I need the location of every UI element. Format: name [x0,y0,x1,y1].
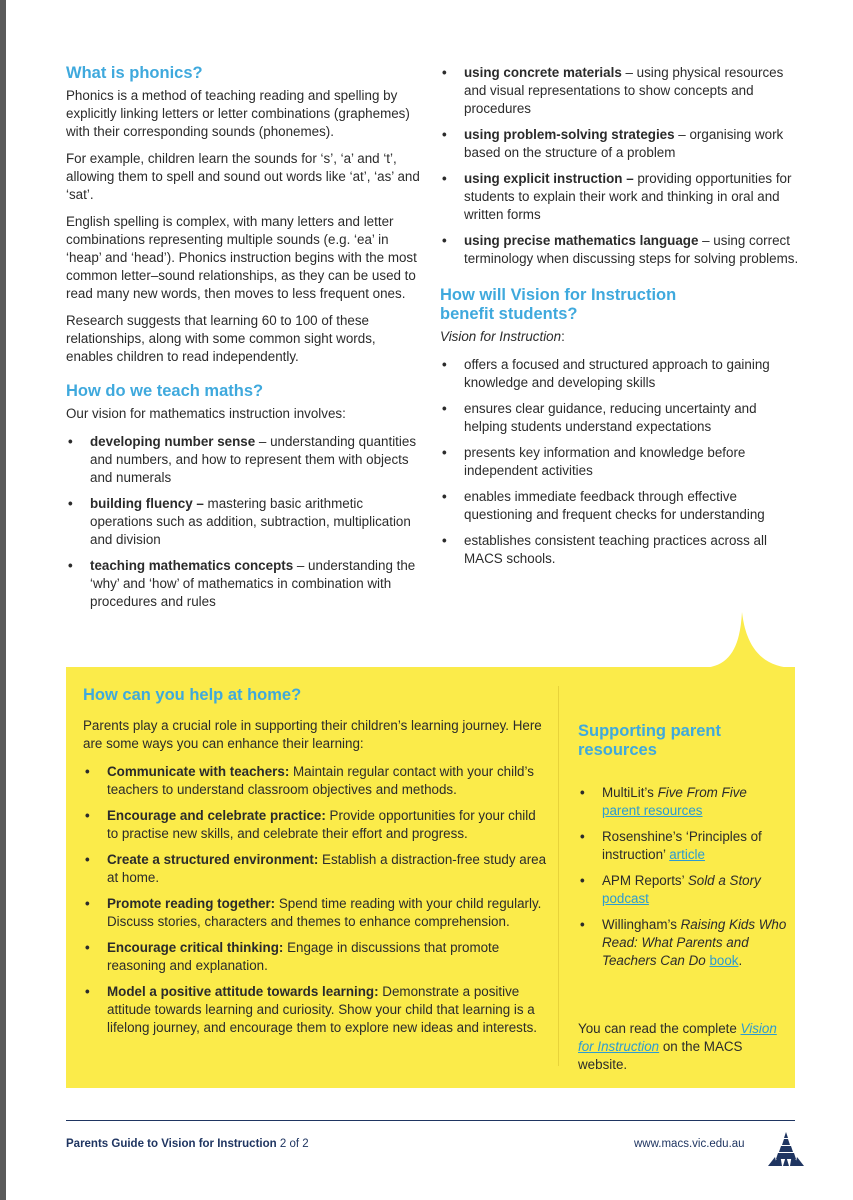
macs-logo-icon [768,1132,804,1166]
bullet: • [85,984,90,999]
resource-prefix: Rosenshine’s ‘Principles of instruction’ [602,829,762,862]
list-item [440,444,800,480]
footer-title [66,1138,309,1150]
list-item [440,126,800,162]
resource-prefix: MultiLit’s [602,785,658,800]
item-bold: using problem-solving strategies [464,127,675,142]
item-text: presents key information and knowledge before independent activities [464,445,746,478]
list-item [440,356,800,392]
footer-document-title: Parents Guide to Vision for Instruction [66,1138,277,1150]
phonics-paragraph-4: Research suggests that learning 60 to 100 of these relationships, along with some common sight words, enables children to read independently. [66,313,376,364]
list-item [440,488,800,524]
benefit-intro [440,328,800,346]
phonics-paragraph-2: For example, children learn the sounds for ‘s’, ‘a’ and ‘t’, allowing them to spell and sound out words like ‘at’, ‘as’ and ‘sat’. [66,151,420,202]
resource-prefix: APM Reports’ [602,873,688,888]
item-bold: Encourage and celebrate practice: [107,808,326,823]
list-item [440,170,800,224]
home-list [83,763,548,1037]
panel-divider [558,686,559,1066]
phonics-paragraph-3: English spelling is complex, with many letters and letter combinations representing multiple sounds (e.g. ‘ea’ in ‘heap’ and ‘head’). Phonics instruction begins with the most common letter–sound relationships, as they can be used to read many new words, then moves to less frequent ones. [66,214,417,301]
closing-prefix: You can read the complete [578,1021,741,1036]
benefit-intro-suffix: : [561,329,565,344]
speech-bubble-tail [700,612,796,668]
resource-title: Five From Five [657,785,747,800]
item-text: enables immediate feedback through effective questioning and frequent checks for understanding [464,489,765,522]
bullet: • [442,401,447,416]
item-bold: using precise mathematics language [464,233,699,248]
item-text: Demonstrate a positive attitude towards learning and curiosity. Show your child that learning is a lifelong journey, and encourage them to explore new ideas and interests. [107,984,538,1035]
item-text: – understanding quantities and numbers, and how to represent them with objects and numerals [90,434,417,485]
resource-link-book[interactable]: book [709,953,739,968]
list-item [83,983,548,1037]
resource-item [578,916,788,970]
bullet: • [68,558,73,573]
item-bold: Promote reading together: [107,896,276,911]
bullet: • [580,917,585,932]
resource-title: Sold a Story [687,873,761,888]
bullet: • [580,785,585,800]
maths-list-right [440,64,800,268]
item-bold: Create a structured environment: [107,852,319,867]
footer-url[interactable]: www.macs.vic.edu.au [634,1138,745,1150]
list-item [66,433,426,487]
maths-intro: Our vision for mathematics instruction involves: [66,406,346,421]
item-bold: using explicit instruction – [464,171,634,186]
bullet: • [442,65,447,80]
item-text: – organising work based on the structure of a problem [464,127,784,160]
bullet: • [442,489,447,504]
item-bold: Model a positive attitude towards learning: [107,984,379,999]
page-number: 2 of 2 [279,1138,309,1150]
list-item [440,64,800,118]
item-text: mastering basic arithmetic operations such as addition, subtraction, multiplication and division [90,496,411,547]
bullet: • [68,434,73,449]
resource-prefix: Willingham’s [602,917,681,932]
benefit-heading: How will Vision for Instruction benefit students? [440,286,677,323]
item-bold: Encourage critical thinking: [107,940,284,955]
list-item [440,532,800,568]
resource-link-podcast[interactable]: podcast [602,891,649,906]
footer-rule [66,1120,795,1121]
list-item [66,557,426,611]
bullet: • [442,171,447,186]
item-text: Maintain regular contact with your child’s teachers to understand classroom objectives and methods. [107,764,534,797]
item-text: offers a focused and structured approach to gaining knowledge and developing skills [464,357,770,390]
phonics-paragraph-1: Phonics is a method of teaching reading and spelling by explicitly linking letters or letter combinations (graphemes) with their corresponding sounds (phonemes). [66,88,410,139]
item-bold: building fluency – [90,496,204,511]
list-item [440,232,800,268]
list-item [83,895,548,931]
maths-list-left [66,433,426,611]
list-item [83,763,548,799]
item-text: Provide opportunities for your child to practise new skills, and celebrate their effort and progress. [107,808,536,841]
maths-heading: How do we teach maths? [66,382,264,400]
resource-item [578,872,788,908]
bullet: • [442,445,447,460]
bullet: • [85,896,90,911]
benefit-intro-title: Vision for Instruction [440,329,562,344]
home-help-section [83,686,548,1045]
bullet: • [85,852,90,867]
resource-link-article[interactable]: article [669,847,705,862]
right-column [440,64,800,576]
list-item [66,495,426,549]
resources-section [578,722,788,1083]
list-item [83,851,548,887]
item-bold: using concrete materials [464,65,622,80]
resources-closing [578,1020,788,1074]
bullet: • [442,233,447,248]
resource-item [578,784,788,820]
item-bold: Communicate with teachers: [107,764,290,779]
item-text: Establish a distraction-free study area at home. [107,852,547,885]
closing-suffix: on the MACS website. [578,1039,743,1072]
benefit-list [440,356,800,568]
bullet: • [580,873,585,888]
item-text: providing opportunities for students to explain their work and thinking in oral and written forms [464,171,792,222]
bullet: • [442,533,447,548]
list-item [440,400,800,436]
bullet: • [85,764,90,779]
phonics-heading: What is phonics? [66,64,203,82]
bullet: • [68,496,73,511]
item-text: Spend time reading with your child regularly. Discuss stories, characters and themes to enhance comprehension. [107,896,542,929]
item-text: – using physical resources and visual representations to show concepts and procedures [464,65,784,116]
left-column [66,64,426,619]
resources-heading: Supporting parent resources [578,722,721,759]
list-item [83,807,548,843]
item-text: establishes consistent teaching practices across all MACS schools. [464,533,767,566]
bullet: • [442,127,447,142]
resources-list [578,784,788,970]
item-text: – understanding the ‘why’ and ‘how’ of mathematics in combination with procedures and rules [90,558,416,609]
resource-title: Raising Kids Who Read: What Parents and Teachers Can Do [602,917,787,968]
resource-link-parent-resources[interactable]: parent resources [602,803,703,818]
bullet: • [85,940,90,955]
item-text: – using correct terminology when discussing steps for solving problems. [464,233,799,266]
item-bold: developing number sense [90,434,256,449]
resource-item [578,828,788,864]
item-bold: teaching mathematics concepts [90,558,294,573]
viewer-edge [0,0,6,1200]
bullet: • [580,829,585,844]
resource-suffix: . [738,953,743,968]
list-item [83,939,548,975]
home-heading: How can you help at home? [83,686,302,704]
item-text: ensures clear guidance, reducing uncertainty and helping students understand expectations [464,401,757,434]
bullet: • [85,808,90,823]
vision-for-instruction-link[interactable]: Vision for Instruction [578,1021,777,1054]
bullet: • [442,357,447,372]
home-intro: Parents play a crucial role in supporting their children’s learning journey. Here are some ways you can enhance their learning: [83,718,542,751]
item-text: Engage in discussions that promote reasoning and explanation. [107,940,500,973]
